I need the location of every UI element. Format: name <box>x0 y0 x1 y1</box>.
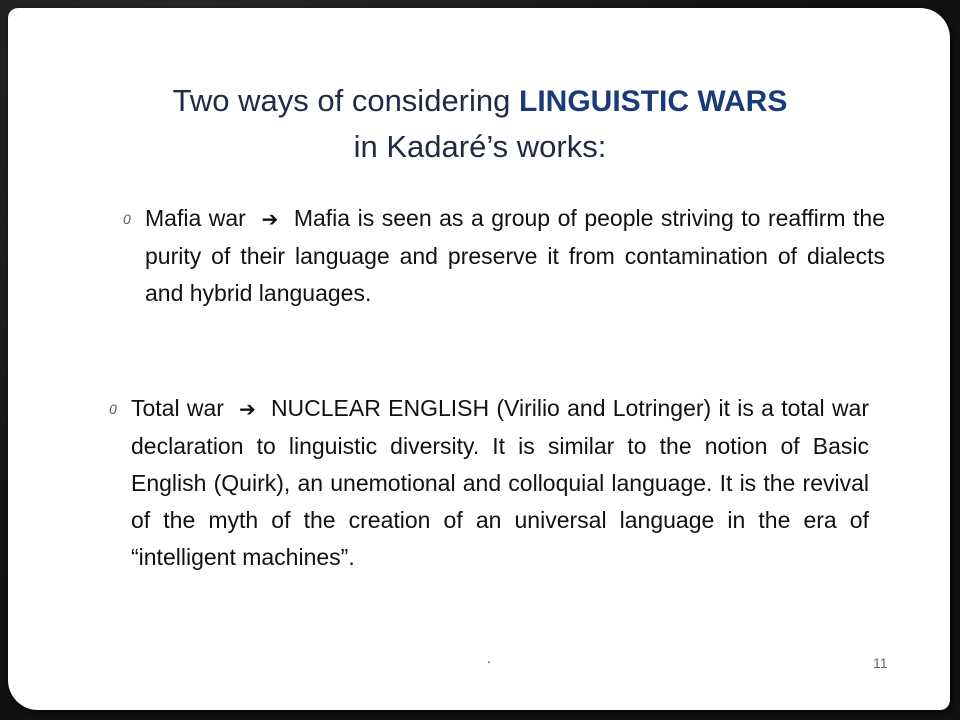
bullet-term: Mafia war <box>145 205 246 231</box>
bullet-marker: 0 <box>123 211 131 227</box>
slide-title <box>60 78 900 169</box>
title-highlight: LINGUISTIC WARS <box>519 85 788 118</box>
right-arrow-icon: ➔ <box>253 207 287 231</box>
bullet-term: Total war <box>131 395 224 421</box>
title-line-2: in Kadaré’s works: <box>353 129 607 164</box>
bullet-mafia-war <box>123 200 886 312</box>
footer-dot: . <box>487 650 491 666</box>
title-prefix: Two ways of considering <box>172 83 511 118</box>
page-number: 11 <box>873 655 888 671</box>
bullet-total-war <box>109 390 869 576</box>
right-arrow-icon: ➔ <box>231 397 264 421</box>
bullet-marker: 0 <box>109 401 117 417</box>
bullet-text: Mafia is seen as a group of people striving to reaffirm the purity of their language and preserve it from contamination of dialects and hybrid languages. <box>145 205 886 306</box>
bullet-text: NUCLEAR ENGLISH (Virilio and Lotringer) it is a total war declaration to linguistic diversity. It is similar to the notion of Basic English (Quirk), an unemotional and colloquial language. It is the revival of the myth of the creation of an universal language in the era of “intelligent machines”. <box>131 395 869 570</box>
